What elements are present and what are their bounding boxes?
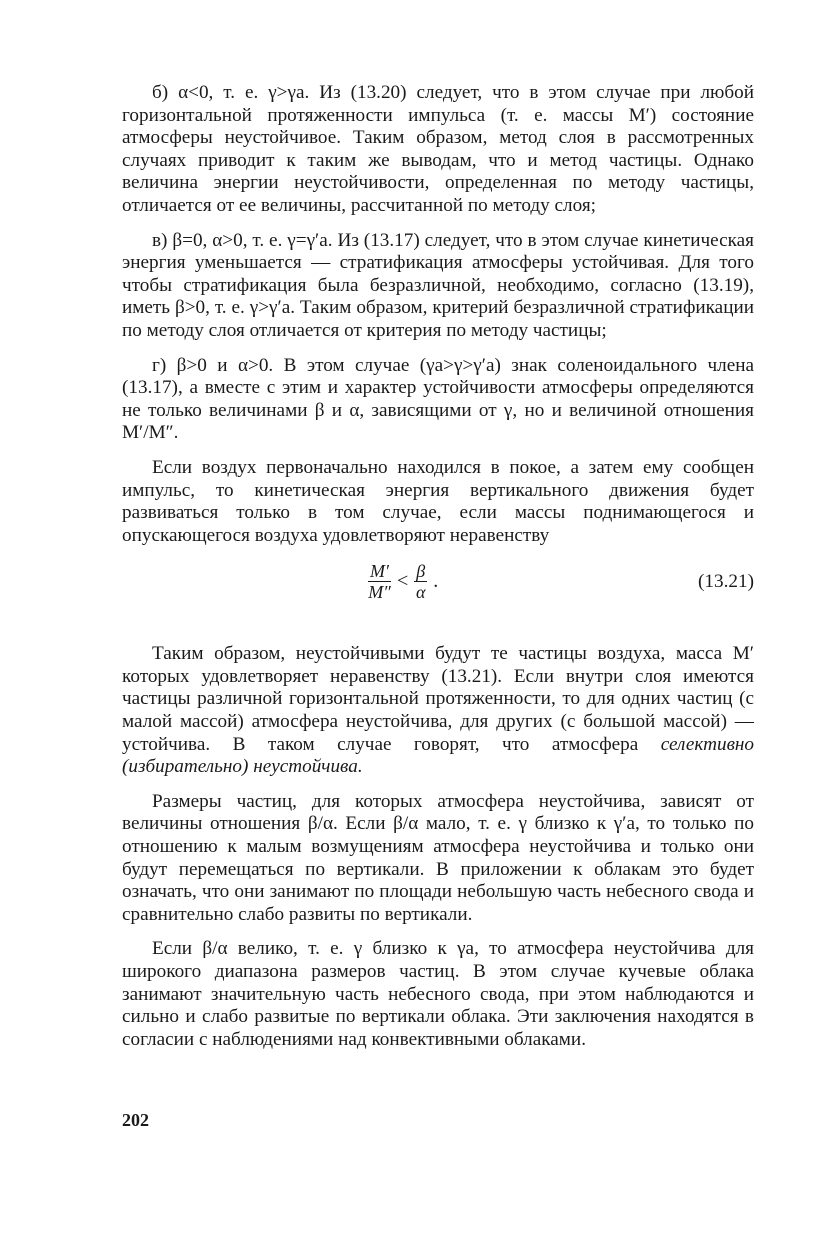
- paragraph-selective-text: Таким образом, неустойчивыми будут те частицы воздуха, масса M′ которых удовлетворяет неравенству (13.21). Если внутри слоя имеются частицы различной горизонтальной протяженности, то для одних частиц (с малой массой) атмосфера неустойчива, для других (с большой массой) — устойчива. В таком случае говорят, что атмосфера: [122, 643, 754, 755]
- rhs-denominator: α: [415, 582, 426, 603]
- main-text: [122, 82, 754, 1051]
- equation-number: (13.21): [698, 571, 754, 593]
- italic-term: селективно (избирательно) неустойчива: [122, 733, 755, 778]
- equation-period: .: [433, 570, 439, 593]
- rhs-fraction: [414, 561, 427, 602]
- lhs-numerator: M′: [370, 561, 389, 582]
- paragraph-case-g: г) β>0 и α>0. В этом случае (γа>γ>γ′а) знак соленоидального члена (13.17), а вместе с этим и характер устойчивости атмосферы определяются не только величинами β и α, зависящими от γ, но и величиной отношения M′/M″.: [122, 354, 754, 444]
- paragraph-selective: [122, 643, 754, 779]
- equation-formula: [368, 561, 438, 602]
- lhs-denominator: M″: [368, 582, 391, 603]
- paragraph-sizes: Размеры частиц, для которых атмосфера неустойчива, зависят от величины отношения β/α. Если β/α мало, т. е. γ близко к γ′а, то только по отношению к малым возмущениям атмосфера неустойчива и только они будут перемещаться по вертикали. В приложении к облакам это будет означать, что они занимают по площади небольшую часть небесного свода и сравнительно слабо развиты по вертикали.: [122, 790, 754, 925]
- equation-13-21: [122, 557, 754, 615]
- paragraph-large-ratio: Если β/α велико, т. е. γ близко к γа, то атмосфера неустойчива для широкого диапазона размеров частиц. В этом случае кучевые облака занимают значительную часть небесного свода, при этом наблюдаются и сильно и слабо развитые по вертикали облака. Эти заключения находятся в согласии с наблюдениями над конвективными облаками.: [122, 938, 754, 1050]
- italic-term-period: .: [357, 756, 363, 778]
- page-number: 202: [122, 1110, 149, 1130]
- paragraph-case-b: б) α<0, т. е. γ>γа. Из (13.20) следует, что в этом случае при любой горизонтальной протяженности импульса (т. е. массы M′) состояние атмосферы неустойчивое. Таким образом, метод слоя в рассмотренных случаях приводит к таким же выводам, что и метод частицы. Однако величина энергии неустойчивости, определенная по методу частицы, отличается от ее величины, рассчитанной по методу слоя;: [122, 82, 754, 216]
- paragraph-impulse: Если воздух первоначально находился в покое, а затем ему сообщен импульс, то кинетическая энергия вертикального движения будет развиваться только в том случае, если массы поднимающегося и опускающегося воздуха удовлетворяют неравенству: [122, 456, 754, 546]
- inequality-operator: <: [396, 570, 409, 593]
- paragraph-case-v: в) β=0, α>0, т. е. γ=γ′а. Из (13.17) следует, что в этом случае кинетическая энергия уменьшается — стратификация атмосферы устойчивая. Для того чтобы стратификация была безразличной, необходимо, согласно (13.19), иметь β>0, т. е. γ>γ′а. Таким образом, критерий безразличной стратификации по методу слоя отличается от критерия по методу частицы;: [122, 229, 754, 341]
- rhs-numerator: β: [416, 561, 426, 582]
- lhs-fraction: [368, 561, 391, 602]
